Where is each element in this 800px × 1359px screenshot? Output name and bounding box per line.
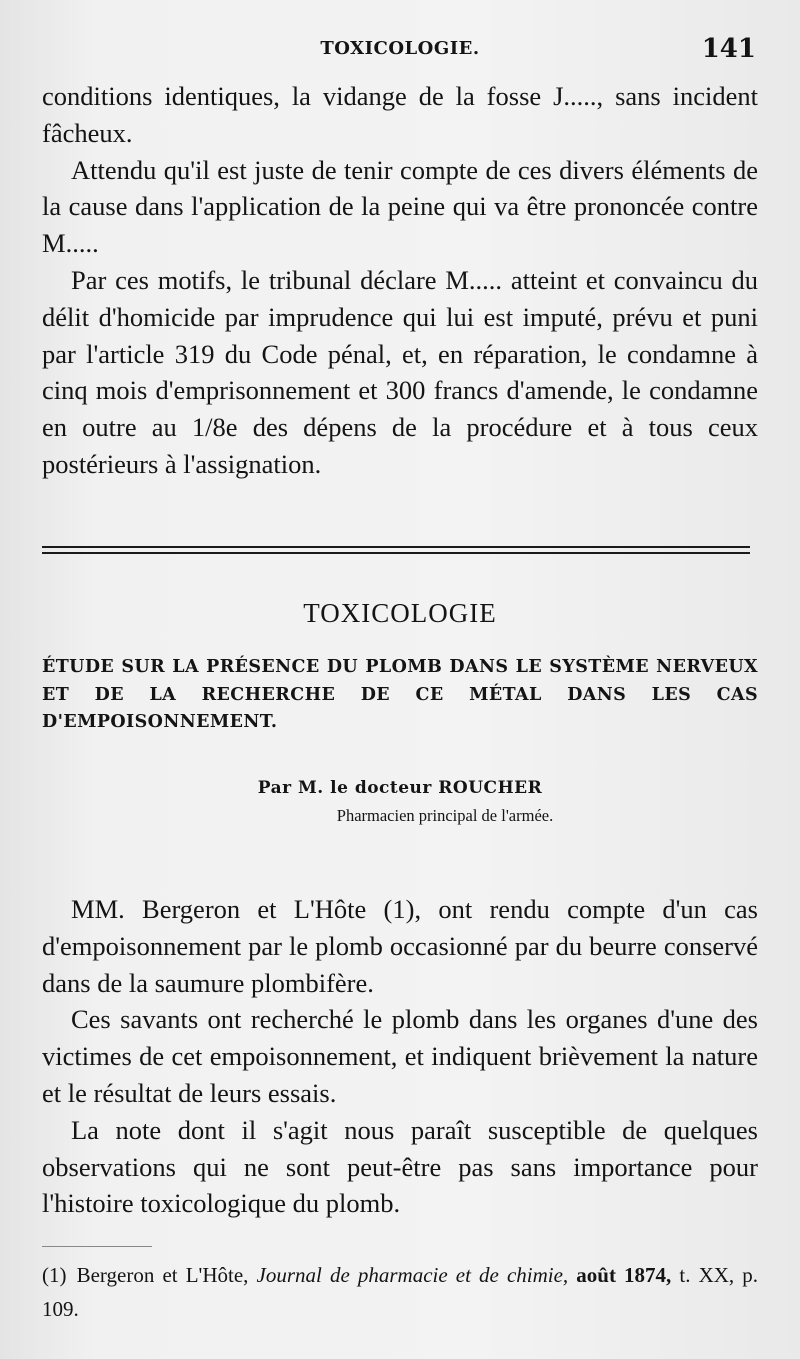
footnote-volume: t. XX, p. 109. xyxy=(42,1263,759,1321)
section-divider-bottom xyxy=(42,552,750,554)
top-text-block xyxy=(42,78,758,483)
footnote-journal: Journal de pharmacie et de chimie, xyxy=(256,1263,569,1287)
page-number: 141 xyxy=(701,34,756,64)
article-body xyxy=(42,891,758,1222)
paragraph-attendu: Attendu qu'il est juste de tenir compte de ces divers éléments de la cause dans l'application de la peine qui va être prononcée contre M..... xyxy=(42,154,758,259)
paragraph-savants: Ces savants ont recherché le plomb dans les organes d'une des victimes de cet empoisonnement, et indiquent brièvement la nature et le résultat de leurs essais. xyxy=(42,1004,758,1108)
footnote xyxy=(42,1258,758,1326)
footnote-rule xyxy=(42,1246,152,1247)
paragraph-note: La note dont il s'agit nous paraît susceptible de quelques observations qui ne sont peut-être pas sans importance pour l'histoire toxicologique du plomb. xyxy=(42,1114,758,1219)
footnote-authors: Bergeron et L'Hôte, xyxy=(76,1263,249,1287)
section-divider-top xyxy=(42,546,750,548)
author-byline: Par M. le docteur ROUCHER xyxy=(257,778,543,798)
section-title: TOXICOLOGIE xyxy=(303,598,497,628)
paragraph-bergeron: MM. Bergeron et L'Hôte (1), ont rendu compte d'un cas d'empoisonnement par le plomb occasionné par du beurre conservé dans de la saumure plombifère. xyxy=(42,894,758,998)
paragraph-verdict: Par ces motifs, le tribunal déclare M..... atteint et convaincu du délit d'homicide par imprudence qui lui est imputé, prévu et puni par l'article 319 du Code pénal, et, en réparation, le condamne à cinq mois d'emprisonnement et 300 francs d'amende, le condamne en outre au 1/8e des dépens de la procédure et à tous ceux postérieurs à l'assignation. xyxy=(42,264,758,479)
footnote-date: août 1874, xyxy=(576,1263,672,1287)
footnote-marker: (1) xyxy=(42,1263,67,1287)
page-header xyxy=(40,34,760,74)
running-title: TOXICOLOGIE. xyxy=(320,38,480,59)
paragraph-continuation: conditions identiques, la vidange de la fosse J....., sans incident fâcheux. xyxy=(42,81,758,148)
author-affiliation: Pharmacien principal de l'armée. xyxy=(336,806,554,825)
article-subtitle: ÉTUDE SUR LA PRÉSENCE DU PLOMB DANS LE SYSTÈME NERVEUX ET DE LA RECHERCHE DE CE MÉTAL DANS LES CAS D'EMPOISONNEMENT. xyxy=(42,657,758,732)
